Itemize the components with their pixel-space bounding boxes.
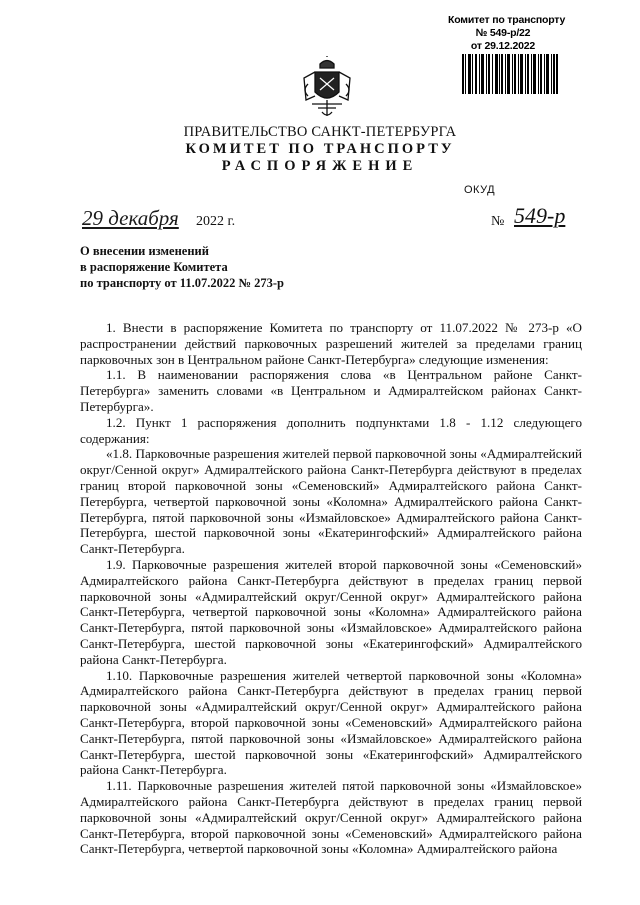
stamp-committee: Комитет по транспорту xyxy=(448,14,566,26)
stamp-number: № 549-р/22 xyxy=(475,27,531,39)
government-name: ПРАВИТЕЛЬСТВО САНКТ-ПЕТЕРБУРГА xyxy=(183,124,457,140)
paragraph-1: 1. Внести в распоряжение Комитета по транспорту от 11.07.2022 № 273-р «О распространении действий парковочных разрешений жителей за пределами границ парковочных зон в Центральном районе Санкт-Петербурга» следующие изменения: xyxy=(80,320,582,367)
coat-of-arms-icon xyxy=(298,56,356,118)
okud-label: ОКУД xyxy=(464,184,496,196)
document-type: РАСПОРЯЖЕНИЕ xyxy=(221,158,419,174)
document-subject xyxy=(80,243,284,291)
date-year: 2022 г. xyxy=(196,214,236,229)
subject-line: О внесении изменений xyxy=(80,244,209,258)
barcode xyxy=(462,54,558,94)
paragraph-1-9: 1.9. Парковочные разрешения жителей второй парковочной зоны «Семеновский» Адмиралтейского района Санкт-Петербурга действуют в пределах границ первой парковочной зоны «Адмиралтейский округ/Сенной округ» Адмиралтейского района Санкт-Петербурга, четвертой парковочной зоны «Коломна» Адмиралтейского района Санкт-Петербурга, пятой парковочной зоны «Измайловское» Адмиралтейского района Санкт-Петербурга, шестой парковочной зоны «Екатерингофский» Адмиралтейского района Санкт-Петербурга. xyxy=(80,556,582,667)
paragraph-1-8: «1.8. Парковочные разрешения жителей первой парковочной зоны «Адмиралтейский округ/Сенной округ» Адмиралтейского района Санкт-Петербурга действуют в пределах границ второй парковочной зоны «Семеновский» Адмиралтейского района Санкт-Петербурга, четвертой парковочной зоны «Коломна» Адмиралтейского района Санкт-Петербурга, пятой парковочной зоны «Измайловское» Адмиралтейского района Санкт-Петербурга, шестой парковочной зоны «Екатерингофский» Адмиралтейского района Санкт-Петербурга. xyxy=(80,446,582,557)
committee-name: КОМИТЕТ ПО ТРАНСПОРТУ xyxy=(185,141,455,157)
number-sign: № xyxy=(491,214,505,229)
stamp-date: от 29.12.2022 xyxy=(470,40,536,52)
paragraph-1-2: 1.2. Пункт 1 распоряжения дополнить подпунктами 1.8 - 1.12 следующего содержания: xyxy=(80,414,582,446)
handwritten-number: 549-р xyxy=(514,203,566,228)
paragraph-1-1: 1.1. В наименовании распоряжения слова «в Центральном районе Санкт-Петербурга» заменить словами «в Центральном и Адмиралтейском районах Санкт-Петербурга». xyxy=(80,367,582,414)
paragraph-1-11: 1.11. Парковочные разрешения жителей пятой парковочной зоны «Измайловское» Адмиралтейского района Санкт-Петербурга действуют в пределах границ первой парковочной зоны «Адмиралтейский округ/Сенной округ» Адмиралтейского района Санкт-Петербурга, второй парковочной зоны «Семеновский» Адмиралтейского района Санкт-Петербурга, четвертой парковочной зоны «Коломна» Адмиралтейского района xyxy=(80,778,582,857)
subject-line: в распоряжение Комитета xyxy=(80,260,228,274)
registration-stamp xyxy=(448,14,566,53)
document-body xyxy=(80,320,582,857)
subject-line: по транспорту от 11.07.2022 № 273-р xyxy=(80,276,284,290)
handwritten-date: 29 декабря xyxy=(82,206,179,230)
paragraph-1-10: 1.10. Парковочные разрешения жителей четвертой парковочной зоны «Коломна» Адмиралтейского района Санкт-Петербурга действуют в пределах границ первой парковочной зоны «Адмиралтейский округ/Сенной округ» Адмиралтейского района Санкт-Петербурга, второй парковочной зоны «Семеновский» Адмиралтейского района Санкт-Петербурга, пятой парковочной зоны «Измайловское» Адмиралтейского района Санкт-Петербурга, шестой парковочной зоны «Екатерингофский» Адмиралтейского района Санкт-Петербурга. xyxy=(80,667,582,778)
